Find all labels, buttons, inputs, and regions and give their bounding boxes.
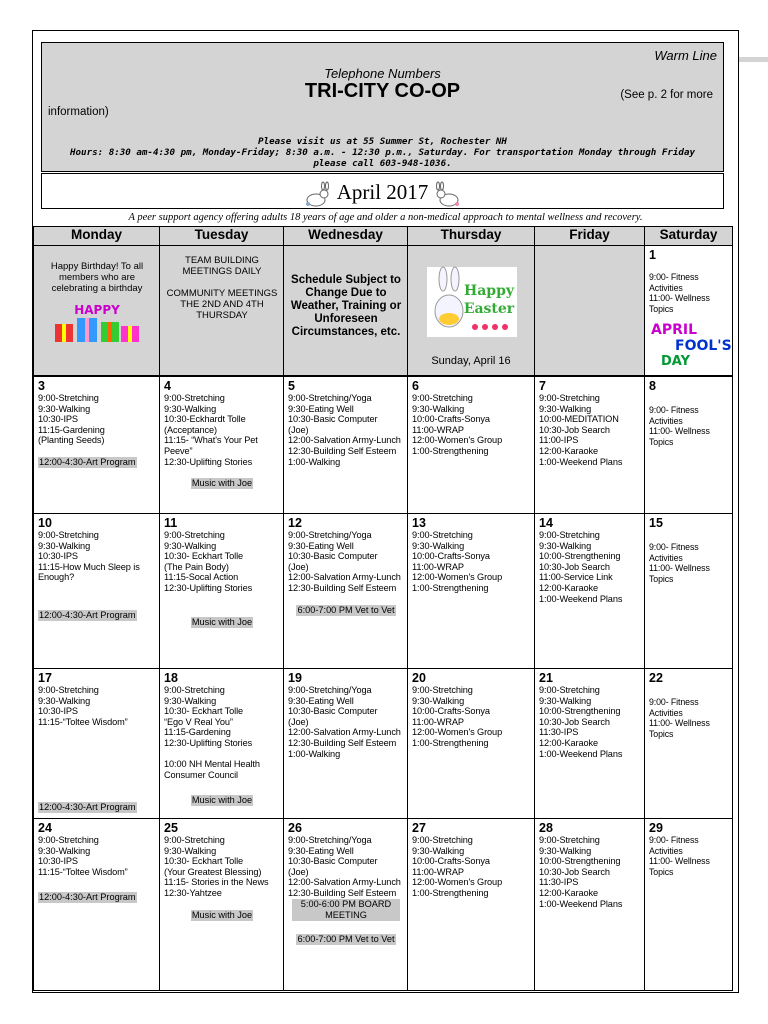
- day-number: 17: [38, 671, 52, 685]
- day-events: 9:00-Stretching 9:30-Walking 10:30-IPS 11:15-“Toltee Wisdom”: [38, 835, 128, 877]
- day-number: 28: [539, 821, 553, 835]
- weekday-thursday: Thursday: [408, 227, 535, 246]
- easter-bunny-icon: [427, 267, 517, 337]
- day-cell-27: [408, 819, 535, 991]
- day-number: 20: [412, 671, 426, 685]
- day-cell-13: [408, 514, 535, 669]
- telephone-heading: Telephone Numbers: [324, 66, 441, 81]
- day-cell-3: [34, 377, 160, 514]
- schedule-note: Schedule Subject to Change Due to Weather, Training or Unforeseen Circumstances, etc.: [290, 274, 402, 338]
- day-cell-12: [284, 514, 408, 669]
- day-events: 9:00-Stretching 9:30-Walking 10:00-Crafts-Sonya 11:00-WRAP 12:00-Women's Group 1:00-Strengthening: [412, 835, 503, 898]
- information-note: information): [48, 106, 109, 118]
- day-cell-25: [160, 819, 284, 991]
- day-events: 9:00-Stretching 9:30-Walking 10:00-Strengthening 10:30-Job Search 11:30-IPS 12:00-Karaoke 1:00-Weekend Plans: [539, 835, 623, 909]
- day-cell-22: [645, 669, 733, 819]
- day-number: 26: [288, 821, 302, 835]
- visit-line-1: Please visit us at 55 Summer St, Rochester NH: [258, 136, 507, 147]
- svg-text:Happy: Happy: [463, 283, 514, 299]
- month-title-box: [41, 173, 724, 209]
- calendar-page: [32, 30, 739, 993]
- day-number: 15: [649, 516, 663, 530]
- event-bar: 12:00-4:30-Art Program: [39, 802, 136, 813]
- weekday-tuesday: Tuesday: [160, 227, 284, 246]
- easter-cell: [408, 246, 535, 376]
- day-events: 9:00-Stretching 9:30-Walking 10:30-IPS 11:15-“Toltee Wisdom”: [38, 685, 128, 727]
- day-number: 13: [412, 516, 426, 530]
- day-events: 9:00-Stretching/Yoga 9:30-Eating Well 10:30-Basic Computer (Joe) 12:00-Salvation Army-Lunch 12:30-Building Self Esteem 1:00-Walking: [288, 393, 401, 467]
- day-number: 7: [539, 379, 546, 393]
- svg-text:FOOL'S: FOOL'S: [675, 338, 732, 355]
- month-title: April 2017: [336, 180, 429, 204]
- schedule-note-cell: [284, 246, 408, 376]
- empty-friday-cell: [535, 246, 645, 376]
- day-cell-4: [160, 377, 284, 514]
- birthday-text: Happy Birthday! To all members who are celebrating a birthday: [50, 261, 144, 294]
- event-bar: Music with Joe: [191, 795, 253, 806]
- birthday-cell: [34, 246, 160, 376]
- visit-line-3: please call 603-948-1036.: [313, 158, 452, 169]
- svg-text:HAPPY: HAPPY: [74, 303, 120, 317]
- warm-line: [654, 48, 717, 63]
- event-bar: Music with Joe: [191, 478, 253, 489]
- calendar-weeks: [33, 376, 733, 991]
- day-events: 9:00-Stretching 9:30-Walking 10:00-Strengthening 10:30-Job Search 11:00-Service Link 12:00-Karaoke 1:00-Weekend Plans: [539, 530, 623, 604]
- week-row-4: [34, 819, 733, 991]
- day-cell-5: [284, 377, 408, 514]
- day-cell-26: [284, 819, 408, 991]
- event-bar: Music with Joe: [191, 616, 253, 627]
- day-cell-7: [535, 377, 645, 514]
- weekday-header-row: [34, 227, 733, 246]
- day-events: 9:00-Stretching/Yoga 9:30-Eating Well 10:30-Basic Computer (Joe) 12:00-Salvation Army-Lunch 12:30-Building Self Esteem: [288, 530, 401, 593]
- day-cell-21: [535, 669, 645, 819]
- tagline: A peer support agency offering adults 18 years of age and older a non-medical approach to mental wellness and recovery.: [128, 212, 643, 223]
- day-events: 9:00-Stretching 9:30-Walking 10:00-Strengthening 10:30-Job Search 11:30-IPS 12:00-Karaoke 1:00-Weekend Plans: [539, 685, 623, 759]
- day-number: 29: [649, 821, 663, 835]
- day-number: 4: [164, 379, 171, 393]
- day-cell-8: [645, 377, 733, 514]
- warm-line-text: Warm Line: [654, 48, 717, 63]
- day-number: 5: [288, 379, 295, 393]
- day-cell-17: [34, 669, 160, 819]
- weekday-saturday: Saturday: [645, 227, 733, 246]
- day-number: 19: [288, 671, 302, 685]
- birthday-gifts-icon: [47, 298, 147, 348]
- weekday-monday: Monday: [34, 227, 160, 246]
- event-bar: 6:00-7:00 PM Vet to Vet: [297, 604, 395, 615]
- week-row-1: [34, 377, 733, 514]
- svg-text:Easter: Easter: [463, 301, 514, 317]
- day-cell-24: [34, 819, 160, 991]
- week-row-3: [34, 669, 733, 819]
- day-events: 9:00- Fitness Activities 11:00- Wellness Topics: [649, 697, 710, 739]
- day-events: 9:00-Stretching 9:30-Walking 10:30- Eckhart Tolle (The Pain Body) 11:15-Socal Action 12:30-Uplifting Stories: [164, 530, 253, 593]
- weekday-wednesday: Wednesday: [284, 227, 408, 246]
- visit-line-2: Hours: 8:30 am-4:30 pm, Monday-Friday; 8:30 a.m. - 12:30 p.m., Saturday. For transportation Monday through Friday: [69, 147, 696, 158]
- day-cell-1: [645, 246, 733, 376]
- day-number: 24: [38, 821, 52, 835]
- day-number: 12: [288, 516, 302, 530]
- day-cell-20: [408, 669, 535, 819]
- calendar-grid: [33, 226, 733, 376]
- day-events: 9:00-Stretching 9:30-Walking 10:30-Eckhardt Tolle (Acceptance) 11:15- “What's Your Pet Peeve” 12:30-Uplifting Stories: [164, 393, 258, 467]
- weekday-friday: Friday: [535, 227, 645, 246]
- day-cell-28: [535, 819, 645, 991]
- day-events: 9:00-Stretching 9:30-Walking 10:30- Eckhart Tolle (Your Greatest Blessing) 11:15- Stories in the News 12:30-Yahtzee: [164, 835, 269, 898]
- day-cell-29: [645, 819, 733, 991]
- april-fools-icon: [649, 318, 732, 370]
- team-building-text: TEAM BUILDING MEETINGS DAILY COMMUNITY MEETINGS THE 2ND AND 4TH THURSDAY: [166, 255, 278, 321]
- day-number: 21: [539, 671, 553, 685]
- bunny-icon: [302, 182, 332, 208]
- day-cell-6: [408, 377, 535, 514]
- see-page-note: (See p. 2 for more: [620, 89, 713, 101]
- day-events: 9:00- Fitness Activities 11:00- Wellness Topics: [649, 272, 710, 314]
- day-number: 1: [649, 248, 656, 262]
- day-events: 9:00- Fitness Activities 11:00- Wellness Topics: [649, 405, 710, 447]
- day-number: 6: [412, 379, 419, 393]
- day-events: 9:00- Fitness Activities 11:00- Wellness Topics: [649, 835, 710, 877]
- day-events: 9:00-Stretching 9:30-Walking 10:00-Crafts-Sonya 11:00-WRAP 12:00-Women's Group 1:00-Strengthening: [412, 530, 503, 593]
- day-events: 9:00-Stretching 9:30-Walking 10:00-MEDITATION 10:30-Job Search 11:00-IPS 12:00-Karaoke 1:00-Weekend Plans: [539, 393, 623, 467]
- day-number: 18: [164, 671, 178, 685]
- week-row-0: [34, 246, 733, 376]
- day-events: 9:00-Stretching 9:30-Walking 10:30-IPS 11:15-Gardening (Planting Seeds): [38, 393, 105, 446]
- event-bar: 12:00-4:30-Art Program: [39, 609, 136, 620]
- day-events: 9:00- Fitness Activities 11:00- Wellness Topics: [649, 542, 710, 584]
- day-number: 8: [649, 379, 656, 393]
- event-bar: 12:00-4:30-Art Program: [39, 892, 136, 903]
- svg-text:DAY: DAY: [661, 354, 691, 370]
- easter-date: Sunday, April 16: [431, 355, 511, 367]
- event-bar: 6:00-7:00 PM Vet to Vet: [297, 933, 395, 944]
- event-bar: 12:00-4:30-Art Program: [39, 456, 136, 467]
- day-cell-11: [160, 514, 284, 669]
- bunny-icon: [433, 182, 463, 208]
- day-number: 27: [412, 821, 426, 835]
- day-events: 9:00-Stretching/Yoga 9:30-Eating Well 10:30-Basic Computer (Joe) 12:00-Salvation Army-Lunch 12:30-Building Self Esteem: [288, 835, 401, 898]
- day-cell-15: [645, 514, 733, 669]
- event-bar: 5:00-6:00 PM BOARD MEETING: [292, 899, 400, 921]
- page-edge-tab: [739, 57, 768, 62]
- header-box: [41, 42, 724, 172]
- visit-hours: [42, 136, 723, 169]
- day-number: 14: [539, 516, 553, 530]
- day-events: 9:00-Stretching 9:30-Walking 10:30- Eckhart Tolle “Ego V Real You” 11:15-Gardening 12:30-Uplifting Stories 10:00 NH Mental Health Consumer Council: [164, 685, 260, 780]
- day-events: 9:00-Stretching 9:30-Walking 10:00-Crafts-Sonya 11:00-WRAP 12:00-Women's Group 1:00-Strengthening: [412, 393, 503, 456]
- event-bar: Music with Joe: [191, 909, 253, 920]
- day-cell-18: [160, 669, 284, 819]
- team-building-cell: [160, 246, 284, 376]
- day-number: 10: [38, 516, 52, 530]
- week-row-2: [34, 514, 733, 669]
- day-events: 9:00-Stretching/Yoga 9:30-Eating Well 10:30-Basic Computer (Joe) 12:00-Salvation Army-Lunch 12:30-Building Self Esteem 1:00-Walking: [288, 685, 401, 759]
- day-cell-19: [284, 669, 408, 819]
- day-events: 9:00-Stretching 9:30-Walking 10:00-Crafts-Sonya 11:00-WRAP 12:00-Women's Group 1:00-Strengthening: [412, 685, 503, 748]
- day-events: 9:00-Stretching 9:30-Walking 10:30-IPS 11:15-How Much Sleep is Enough?: [38, 530, 140, 583]
- day-number: 3: [38, 379, 45, 393]
- org-name: TRI-CITY CO-OP: [304, 80, 461, 102]
- day-number: 22: [649, 671, 663, 685]
- day-number: 25: [164, 821, 178, 835]
- day-number: 11: [164, 516, 178, 530]
- svg-text:APRIL: APRIL: [651, 322, 698, 339]
- day-cell-14: [535, 514, 645, 669]
- day-cell-10: [34, 514, 160, 669]
